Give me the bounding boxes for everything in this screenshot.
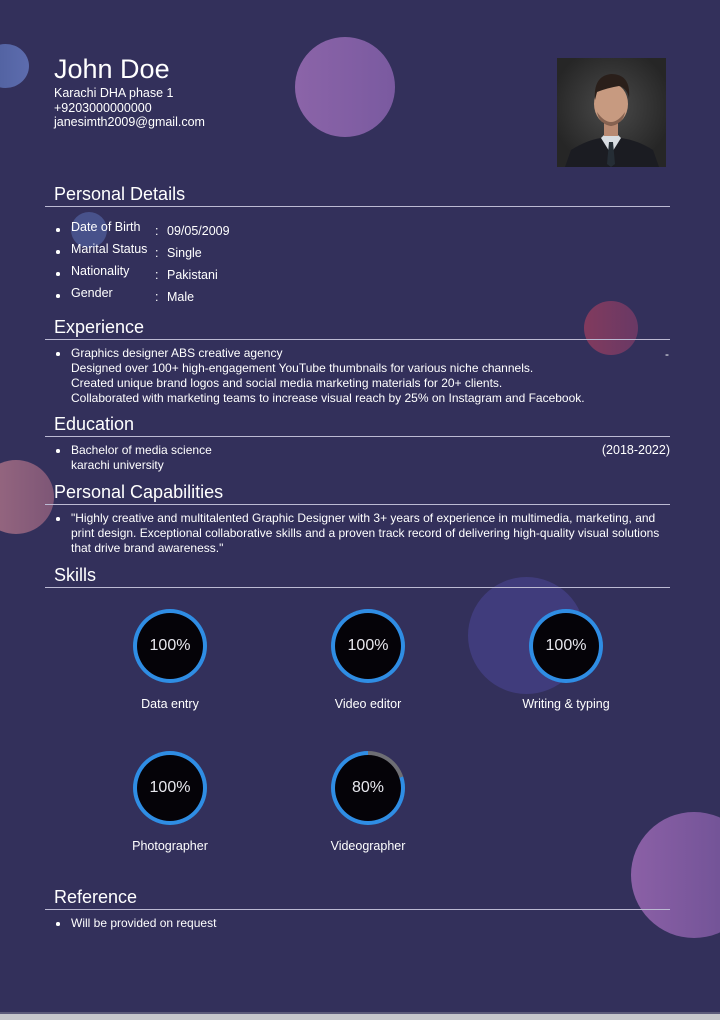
skill-writing-typing: [496, 609, 636, 711]
experience-list: [54, 346, 585, 406]
detail-separator: :: [155, 224, 159, 238]
detail-value: Male: [167, 290, 195, 304]
bullet: [56, 272, 60, 276]
skill-percent: 100%: [533, 613, 599, 679]
phone: +9203000000000: [54, 100, 152, 115]
experience-item: [54, 346, 585, 406]
section-title-personal-details: Personal Details: [54, 184, 186, 204]
page-edge: [0, 1012, 720, 1020]
skill-progress-ring: [133, 609, 207, 683]
section-title-personal-capabilities: Personal Capabilities: [54, 482, 224, 502]
detail-value: Pakistani: [167, 268, 218, 282]
experience-line: Designed over 100+ high-engagement YouTube thumbnails for various niche channels.: [71, 361, 534, 375]
bullet: [56, 250, 60, 254]
skill-progress-ring: [331, 609, 405, 683]
skill-percent: 100%: [137, 755, 203, 821]
profile-photo: [557, 58, 666, 167]
skill-videographer: [298, 751, 438, 853]
detail-row-dob: [54, 220, 454, 238]
detail-row-gender: [54, 286, 454, 304]
skill-percent: 80%: [335, 755, 401, 821]
skill-video-editor: [298, 609, 438, 711]
experience-line: Created unique brand logos and social media marketing materials for 20+ clients.: [71, 376, 503, 390]
bullet: [56, 294, 60, 298]
detail-row-marital-status: [54, 242, 454, 260]
section-divider: [45, 206, 670, 207]
email: janesimth2009@gmail.com: [54, 115, 205, 129]
detail-label: Nationality: [71, 264, 130, 278]
section-title-education: Education: [54, 414, 135, 434]
section-title-reference: Reference: [54, 887, 138, 907]
skill-photographer: [100, 751, 240, 853]
skill-label: Photographer: [132, 839, 208, 853]
section-divider: [45, 436, 670, 437]
skill-label: Videographer: [330, 839, 406, 853]
candidate-name: John Doe: [54, 54, 170, 84]
skill-label: Writing & typing: [522, 697, 610, 711]
education-item: [54, 443, 212, 473]
section-divider: [45, 909, 670, 910]
skill-percent: 100%: [137, 613, 203, 679]
section-divider: [45, 339, 670, 340]
address: Karachi DHA phase 1: [54, 86, 174, 100]
education-institution: karachi university: [71, 458, 164, 472]
education-degree: Bachelor of media science: [71, 443, 212, 457]
contact-info: [54, 86, 205, 130]
detail-label: Marital Status: [71, 242, 148, 256]
detail-label: Gender: [71, 286, 113, 300]
capabilities-list: [54, 511, 674, 556]
experience-period: -: [665, 347, 669, 361]
section-title-experience: Experience: [54, 317, 145, 337]
education-years: (2018-2022): [601, 443, 670, 457]
detail-value: Single: [167, 246, 202, 260]
detail-separator: :: [155, 268, 159, 282]
reference-list: [54, 916, 216, 931]
detail-label: Date of Birth: [71, 220, 141, 234]
person-portrait-icon: [557, 58, 666, 167]
skill-data-entry: [100, 609, 240, 711]
skill-label: Data entry: [141, 697, 199, 711]
skill-percent: 100%: [335, 613, 401, 679]
skill-progress-ring: [331, 751, 405, 825]
bullet: [56, 228, 60, 232]
detail-separator: :: [155, 246, 159, 260]
skill-progress-ring: [133, 751, 207, 825]
section-title-skills: Skills: [54, 565, 97, 585]
experience-line: Collaborated with marketing teams to increase visual reach by 25% on Instagram and Facebook.: [71, 391, 585, 405]
section-divider: [45, 504, 670, 505]
detail-row-nationality: [54, 264, 454, 282]
skill-label: Video editor: [334, 697, 402, 711]
capabilities-summary: "Highly creative and multitalented Graphic Designer with 3+ years of experience in multimedia, marketing, and print design. Exceptional collaborative skills and a proven track record of delivering high-quality visual solutions that drive brand awareness.": [54, 511, 674, 556]
detail-value: 09/05/2009: [167, 224, 230, 238]
reference-item: Will be provided on request: [54, 916, 216, 931]
detail-separator: :: [155, 290, 159, 304]
skill-progress-ring: [529, 609, 603, 683]
experience-role: Graphics designer ABS creative agency: [71, 346, 283, 360]
education-list: [54, 443, 212, 473]
section-divider: [45, 587, 670, 588]
